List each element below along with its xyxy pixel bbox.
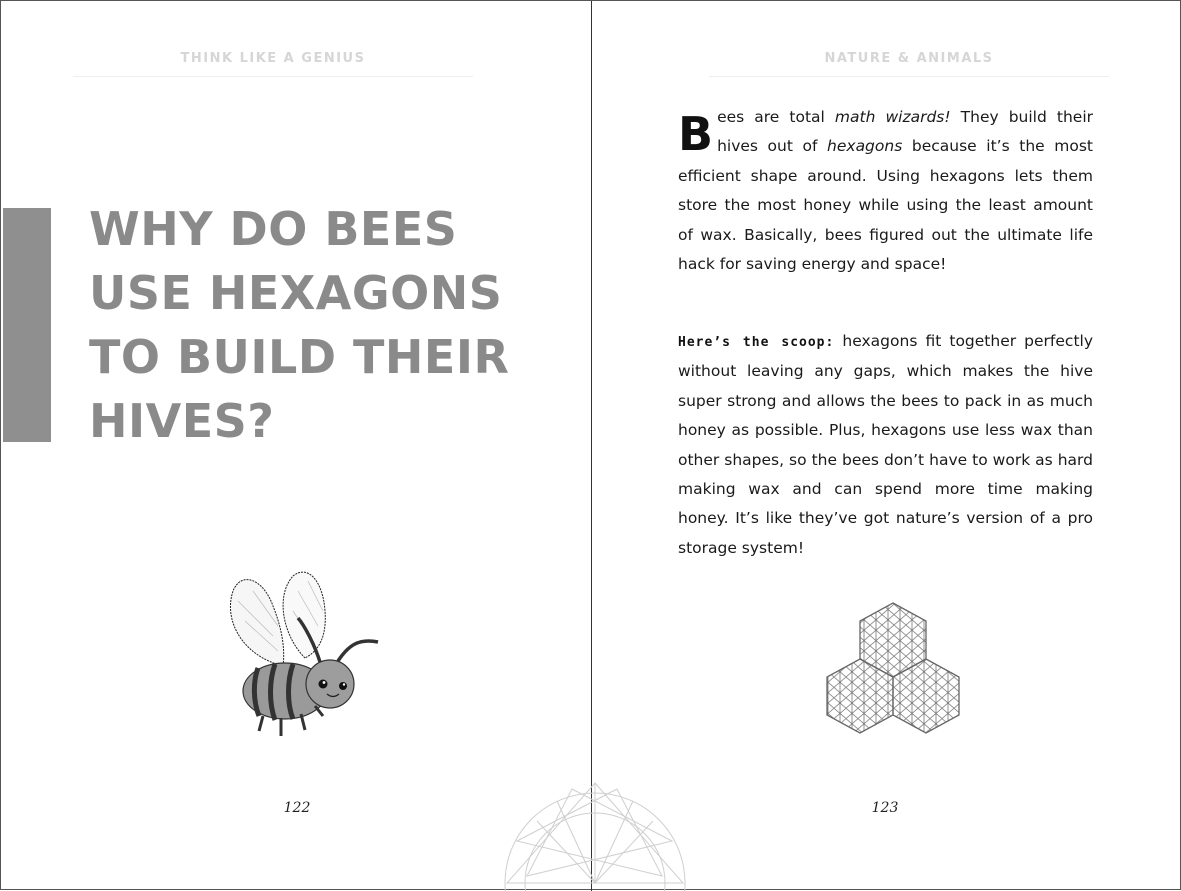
drop-cap: B [678, 107, 714, 161]
page-number-left: 122 [283, 800, 311, 816]
left-page [1, 1, 591, 891]
chapter-side-tab [3, 208, 51, 442]
para2-text: hexagons fit together perfectly without leaving any gaps, which makes the hive super strong and allows the bees to pack in as much honey as possible. Plus, hexagons use less wax than other shapes, so the bees don’t have to work as hard making wax and can spend more time making honey. It’s like they’ve got nature’s version of a pro storage system! [678, 332, 1093, 557]
paragraph-intro [678, 103, 1093, 279]
running-header-right: NATURE & ANIMALS [824, 51, 994, 66]
para1-emphasis-1: math wizards! [834, 108, 951, 126]
bee-illustration [223, 566, 388, 741]
chapter-title: WHY DO BEES USE HEXAGONS TO BUILD THEIR HIVES? [89, 202, 510, 448]
right-page [592, 1, 1181, 891]
paragraph-scoop [678, 327, 1093, 563]
para1-text-3: because it’s the most efficient shape around. Using hexagons lets them store the most honey while using the least amount of wax. Basically, bees figured out the ultimate life hack for saving energy and space! [678, 137, 1093, 274]
honeycomb-cubes-illustration [822, 599, 964, 743]
para1-text-2: They build their hives out of [717, 108, 1094, 156]
header-rule-left [73, 76, 473, 77]
running-header-left: THINK LIKE A GENIUS [180, 51, 366, 66]
header-rule-right [709, 76, 1109, 77]
page-number-right: 123 [871, 800, 899, 816]
scoop-lead-in: Here’s the scoop: [678, 335, 835, 350]
para1-text-1: ees are total [717, 108, 835, 126]
para1-emphasis-2: hexagons [827, 137, 903, 156]
geometric-mandala-decoration [497, 781, 693, 891]
